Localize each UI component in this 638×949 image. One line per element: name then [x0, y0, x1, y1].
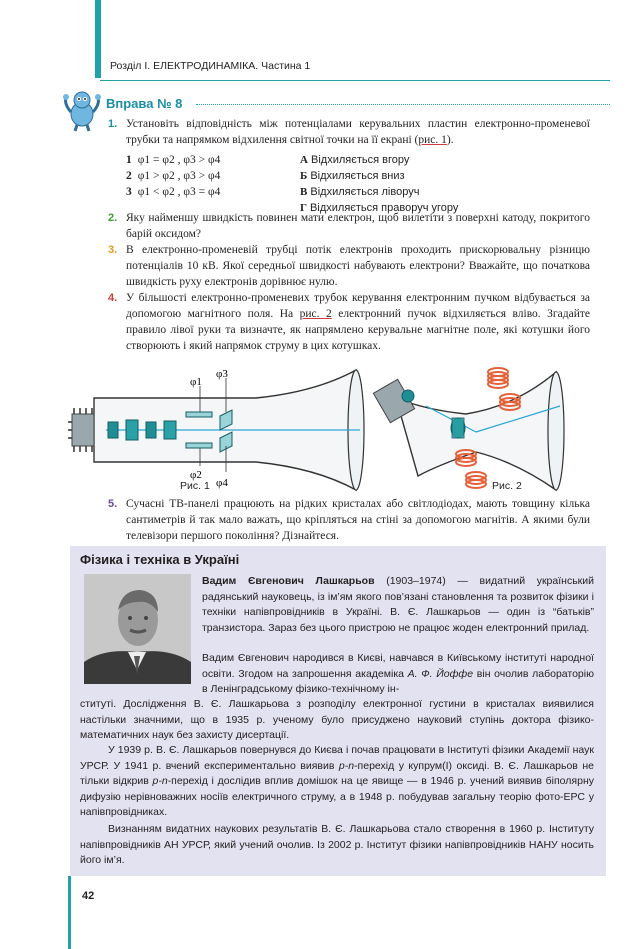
question-text: Яку найменшу швидкість повинен мати електрон, щоб вилетіти з поверхні катоду, покритого барій оксидом?	[126, 212, 590, 240]
question-5	[108, 496, 590, 544]
bio-paragraph-2-cont: ституті. Дослідження В. Є. Лашкарьова з розподілу електронної густини в кристалах виявилися настільки значними, що в 1935 р. ученому було присуджено науковий ступінь доктора фізико-математичних наук без захисту дисертації.	[80, 698, 594, 741]
pn-term: p-n	[338, 759, 355, 772]
running-header: Розділ І. ЕЛЕКТРОДИНАМІКА. Частина 1	[110, 60, 311, 72]
question-text: У більшості електронно-променевих трубок керування електронним пучком відбувається за допомогою магнітного поля. На	[126, 292, 590, 320]
question-text: Установіть відповідність між потенціалами керувальних пластин електронно-променевої трубки та напрямком відхилення світної точки на її екрані (	[126, 118, 590, 146]
pn-term: p-n	[152, 775, 168, 787]
figure-2-caption: Рис. 2	[492, 480, 522, 492]
question-number: 4.	[108, 292, 118, 304]
option-item	[126, 184, 220, 200]
header-accent-bar	[95, 0, 101, 78]
question-number: 1.	[108, 118, 118, 130]
info-box-title: Фізика і техніка в Україні	[80, 552, 240, 567]
option-text: φ1 = φ2 , φ3 > φ4	[137, 154, 221, 166]
bio-text: Вадим Євгенович народився в Києві, навчався в Київському інституті народної освіти. Згодом на запрошення академіка	[202, 652, 594, 680]
label-phi3: φ3	[216, 368, 228, 380]
question-3	[108, 242, 590, 290]
bio-paragraph-4: Визнанням видатних наукових результатів В. Є. Лашкарьова стало створення в 1960 р. Інституту напівпровідників АН УРСР, який учений очолив. Із 2002 р. Інститут фізики напівпровідників НАНУ носить його ім’я.	[80, 823, 594, 866]
option-item	[126, 152, 220, 168]
question-number: 5.	[108, 498, 118, 510]
question-text-end: електронний пучок відхиляється вліво. Згадайте правило лівої руки та визначте, як напрямлено керувальне магнітне поле, які котушки його створюють і який напрямок струму в цих котушках.	[126, 308, 590, 352]
question-4	[108, 290, 590, 354]
exercise-title: Вправа № 8	[106, 96, 183, 111]
figure-ref: рис. 1	[418, 134, 447, 146]
footer-accent-bar	[68, 876, 71, 949]
label-phi1: φ1	[190, 376, 202, 388]
figure-1-caption: Рис. 1	[180, 480, 210, 492]
question-number: 3.	[108, 244, 118, 256]
figure-1-crt	[68, 368, 364, 490]
bio-text: -перехід і дослідив вплив домішок на це явище — в 1946 р. учений виявив біполярну дифузію нерівноважних носіїв електричного струму, а в 1948 р. побудував загальну теорію фото-ЕРС у напівпровідниках.	[80, 775, 594, 818]
option-number: 1	[126, 154, 132, 166]
header-rule	[100, 80, 610, 81]
mascot-icon	[60, 88, 104, 132]
question-text: Сучасні ТВ-панелі працюють на рідких кристалах або світлодіодах, мають товщину кілька сантиметрів й так мало важать, що кріпляться на стіні за допомогою магнітів. А якими були телевізори першого покоління? Дізнайтеся.	[126, 498, 590, 542]
bio-text: (1903–1974) — видатний український радянський науковець, із ім’ям якого пов’язані становлення та розвиток фізики і техніки напівпровідників в Україні. В. Є. Лашкарьов — один із “батьків” транзистора. Зараз без цього пристрою не працює жоден електронний прилад.	[202, 575, 594, 634]
answers-list	[300, 152, 458, 216]
option-number: 3	[126, 186, 132, 198]
exercise-title-rule	[196, 104, 610, 105]
bio-paragraph-3	[80, 743, 594, 821]
answer-text: Відхиляється вгору	[307, 154, 410, 166]
bio-text: він очолив лабораторію в Ленінградському фізико-технічному ін-	[202, 667, 594, 695]
bio-text: У 1939 р. В. Є. Лашкарьов повернувся до Києва і почав працювати в Інституті фізики Академії наук УРСР. У 1941 р. вчений експериментально виявив	[80, 744, 594, 772]
question-text-end: ).	[446, 134, 454, 146]
academic-name: А. Ф. Йоффе	[407, 667, 474, 680]
question-text: В електронно-променевій трубці потік електронів проходить прискорювальну різницю потенціалів 10 кВ. Якої середньої швидкості набувають електрони? Вважайте, що початкова швидкість руху електронів дорівнює нулю.	[126, 244, 590, 288]
option-number: 2	[126, 170, 132, 182]
figure-ref: рис. 2	[299, 308, 332, 320]
answer-item	[300, 168, 458, 184]
bio-paragraph-2	[202, 651, 594, 698]
answer-text: Відхиляється вниз	[307, 170, 405, 182]
question-1	[108, 116, 590, 148]
option-text: φ1 > φ2 , φ3 > φ4	[137, 170, 221, 182]
option-item	[126, 168, 220, 184]
label-phi4: φ4	[216, 477, 228, 489]
options-list	[126, 152, 220, 200]
question-2	[108, 210, 590, 242]
page-number: 42	[82, 890, 95, 902]
portrait-image	[84, 574, 191, 684]
answer-letter: Б	[300, 170, 308, 182]
figures	[66, 366, 596, 496]
bio-paragraph-1	[202, 574, 594, 636]
answer-text: Відхиляється ліворуч	[307, 186, 420, 198]
answer-text: Відхиляється праворуч угору	[307, 202, 459, 214]
question-number: 2.	[108, 212, 118, 224]
option-text: φ1 < φ2 , φ3 = φ4	[137, 186, 221, 198]
label-phi2: φ2	[190, 469, 202, 481]
answer-letter: Г	[300, 202, 307, 214]
person-name: Вадим Євгенович Лашкарьов	[202, 575, 375, 587]
bio-text: -перехід у купрум(І) оксиді. В. Є. Лашкарьов не тільки відкрив	[80, 759, 594, 787]
answer-letter: А	[300, 154, 308, 166]
figure-2-crt	[373, 368, 564, 490]
answer-letter: В	[300, 186, 308, 198]
answer-item	[300, 184, 458, 200]
answer-item	[300, 152, 458, 168]
portrait-photo	[84, 574, 191, 684]
